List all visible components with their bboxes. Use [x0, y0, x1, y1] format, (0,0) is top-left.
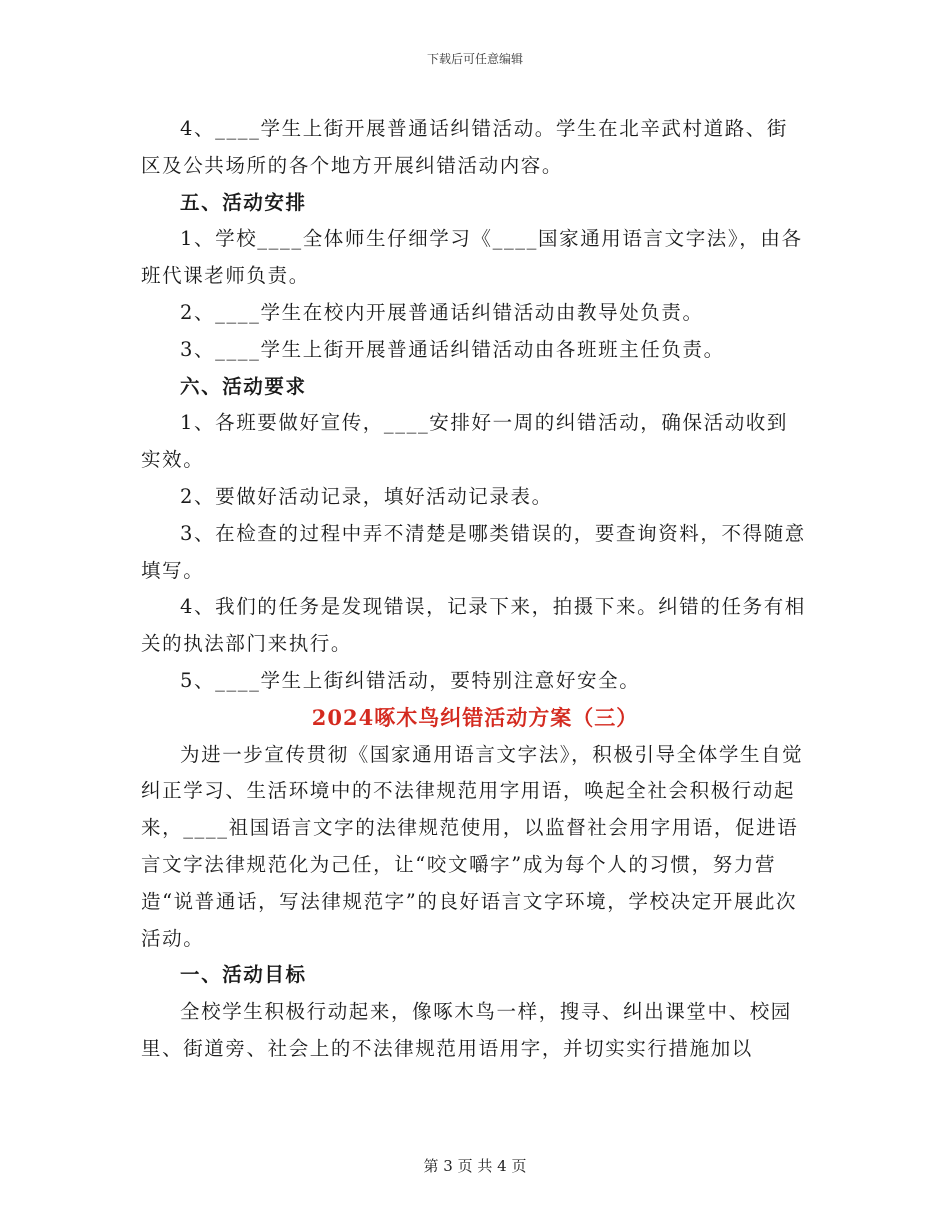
- section-heading-arrangement: 五、活动安排: [180, 190, 307, 214]
- paragraph-requirement-1: 1、各班要做好宣传，____安排好一周的纠错活动，确保活动收到实效。: [141, 411, 789, 472]
- paragraph-arrangement-2: 2、____学生在校内开展普通话纠错活动由教导处负责。: [180, 300, 704, 324]
- paragraph-requirement-4: 4、我们的任务是发现错误，记录下来，拍摄下来。纠错的任务有相关的执法部门来执行。: [141, 595, 806, 656]
- paragraph-requirement-5: 5、____学生上街纠错活动，要特别注意好安全。: [180, 668, 641, 692]
- paragraph-requirement-2: 2、要做好活动记录，填好活动记录表。: [180, 484, 553, 508]
- document-title: 2024啄木鸟纠错活动方案（三）: [311, 704, 639, 730]
- section-heading-goals: 一、活动目标: [180, 963, 307, 987]
- paragraph-intro: 为进一步宣传贯彻《国家通用语言文字法》，积极引导全体学生自觉纠正学习、生活环境中的不法律规范用字用语，唤起全社会积极行动起来，____祖国语言文字的法律规范使用，以监督社会用字用语，促进语言文字法律规范化为己任，让“咬文嚼字”成为每个人的习惯，努力营造“说普通话，写法律规范字”的良好语言文字环境，学校决定开展此次活动。: [141, 742, 804, 950]
- page-header: 下载后可任意编辑: [426, 52, 523, 66]
- paragraph-requirement-3: 3、在检查的过程中弄不清楚是哪类错误的，要查询资料，不得随意填写。: [141, 521, 806, 582]
- paragraph-arrangement-3: 3、____学生上街开展普通话纠错活动由各班班主任负责。: [180, 337, 725, 361]
- section-heading-requirements: 六、活动要求: [180, 374, 307, 398]
- paragraph-arrangement-1: 1、学校____全体师生仔细学习《____国家通用语言文字法》，由各班代课老师负责。: [141, 227, 803, 288]
- document-body: [141, 111, 809, 1068]
- page-footer: 第 3 页 共 4 页: [423, 1157, 527, 1175]
- paragraph-goals: 全校学生积极行动起来，像啄木鸟一样，搜寻、纠出课堂中、校园里、街道旁、社会上的不法律规范用语用字，并切实实行措施加以: [141, 1000, 792, 1060]
- paragraph-item-4: 4、____学生上街开展普通话纠错活动。学生在北辛武村道路、街区及公共场所的各个地方开展纠错活动内容。: [141, 117, 789, 177]
